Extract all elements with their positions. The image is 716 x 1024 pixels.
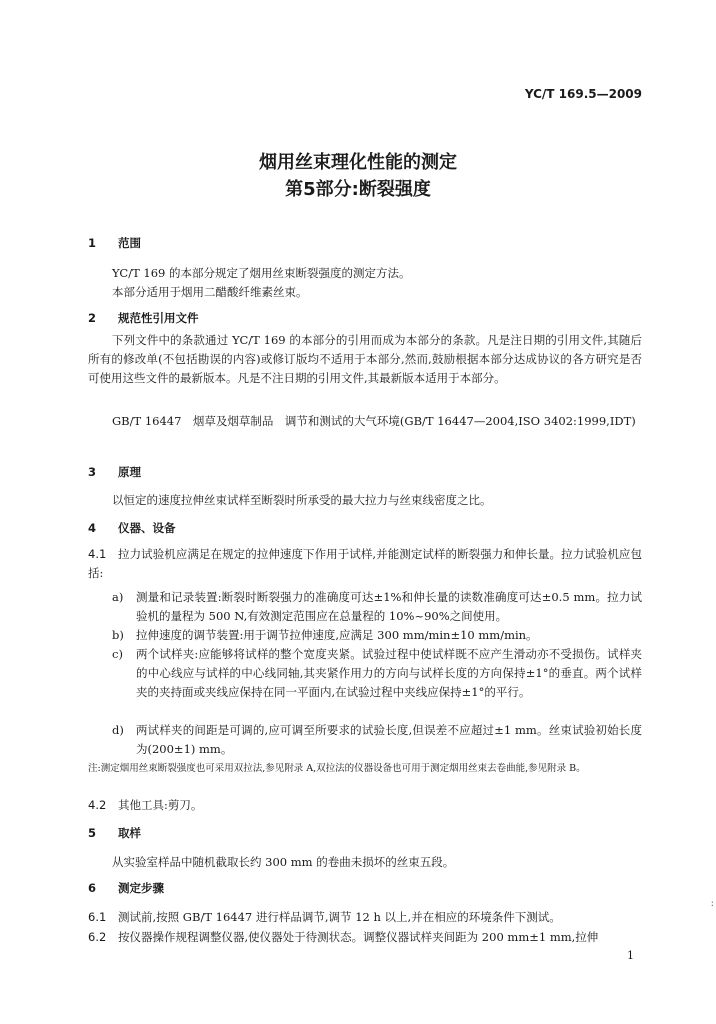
document-subtitle: 第5部分:断裂强度: [285, 179, 431, 200]
section-number: 6: [88, 881, 97, 895]
clause-number: 4.2: [88, 798, 107, 812]
clause-number: 6.1: [88, 910, 107, 924]
clause-text: 按仪器操作规程调整仪器,使仪器处于待测状态。调整仪器试样夹间距为 200 mm±1 mm,拉伸: [118, 930, 599, 944]
section-number: 4: [88, 521, 97, 535]
list-item-label: b): [112, 628, 124, 642]
section-number: 2: [88, 311, 97, 325]
clause-4-2: [88, 796, 202, 814]
note: 注:测定烟用丝束断裂强度也可采用双拉法,参见附录 A,双拉法的仪器设备也可用于测定烟用丝束去卷曲能,参见附录 B。: [88, 763, 586, 774]
paragraph: 以恒定的速度拉伸丝束试样至断裂时所承受的最大拉力与丝束线密度之比。: [112, 493, 492, 507]
clause-text: 拉力试验机应满足在规定的拉伸速度下作用于试样,并能测定试样的断裂强力和伸长量。拉力试验机应包括:: [88, 547, 642, 580]
clause-4-1: [88, 545, 642, 583]
section-number: 3: [88, 465, 97, 479]
clause-6-1: [88, 908, 561, 926]
section-number: 5: [88, 826, 97, 840]
section-title: 取样: [118, 826, 141, 840]
list-item-label: d): [112, 723, 124, 737]
paragraph: 下列文件中的条款通过 YC/T 169 的本部分的引用而成为本部分的条款。凡是注日期的引用文件,其随后所有的修改单(不包括勘误的内容)或修订版均不适用于本部分,然而,鼓励根据本部分达成协议的各方研究是否可使用这些文件的最新版本。凡是不注日期的引用文件,其最新版本适用于本部分。: [88, 333, 642, 385]
paragraph: 从实验室样品中随机截取长约 300 mm 的卷曲未损坏的丝束五段。: [112, 855, 455, 869]
list-item-label: a): [112, 590, 124, 604]
section-5-heading: [88, 825, 141, 841]
section-title: 原理: [118, 465, 141, 479]
reference-entry: GB/T 16447 烟草及烟草制品 调节和测试的大气环境(GB/T 16447—2004,ISO 3402:1999,IDT): [112, 414, 636, 428]
standard-code: YC/T 169.5—2009: [524, 87, 642, 101]
section-1-heading: [88, 235, 141, 251]
clause-6-2: [88, 928, 648, 946]
clause-text: 测试前,按照 GB/T 16447 进行样品调节,调节 12 h 以上,并在相应的环境条件下测试。: [118, 910, 561, 924]
clause-number: 6.2: [88, 930, 107, 944]
list-item: 拉伸速度的调节装置:用于调节拉伸速度,应满足 300 mm/min±10 mm/min。: [136, 628, 538, 642]
section-title: 规范性引用文件: [118, 311, 199, 325]
section-title: 仪器、设备: [118, 521, 176, 535]
section-6-heading: [88, 880, 164, 896]
page-number: 1: [627, 949, 634, 962]
section-number: 1: [88, 236, 97, 250]
clause-text: 其他工具:剪刀。: [118, 798, 203, 812]
section-title: 测定步骤: [118, 881, 164, 895]
section-title: 范围: [118, 236, 141, 250]
paragraph: 本部分适用于烟用二醋酸纤维素丝束。: [112, 285, 308, 299]
list-item: 两个试样夹:应能够将试样的整个宽度夹紧。试验过程中使试样既不应产生滑动亦不受损伤。试样夹的中心线应与试样的中心线同轴,其夹紧作用力的方向与试样长度的方向保持±1°的垂直。两个试样夹的夹持面或夹线应保持在同一平面内,在试验过程中夹线应保持±1°的平行。: [136, 647, 642, 699]
section-2-heading: [88, 310, 199, 326]
list-item: 测量和记录装置:断裂时断裂强力的准确度可达±1%和伸长量的读数准确度可达±0.5 mm。拉力试验机的量程为 500 N,有效测定范围应在总量程的 10%~90%之间使用。: [136, 590, 642, 623]
document-title: 烟用丝束理化性能的测定: [259, 152, 457, 173]
scan-edge-mark: :: [710, 898, 714, 909]
list-item: 两试样夹的间距是可调的,应可调至所要求的试验长度,但误差不应超过±1 mm。丝束试验初始长度为(200±1) mm。: [136, 723, 642, 756]
list-item-label: c): [112, 647, 123, 661]
paragraph: YC/T 169 的本部分规定了烟用丝束断裂强度的测定方法。: [112, 266, 411, 280]
clause-number: 4.1: [88, 547, 107, 561]
section-3-heading: [88, 464, 141, 480]
section-4-heading: [88, 520, 176, 536]
